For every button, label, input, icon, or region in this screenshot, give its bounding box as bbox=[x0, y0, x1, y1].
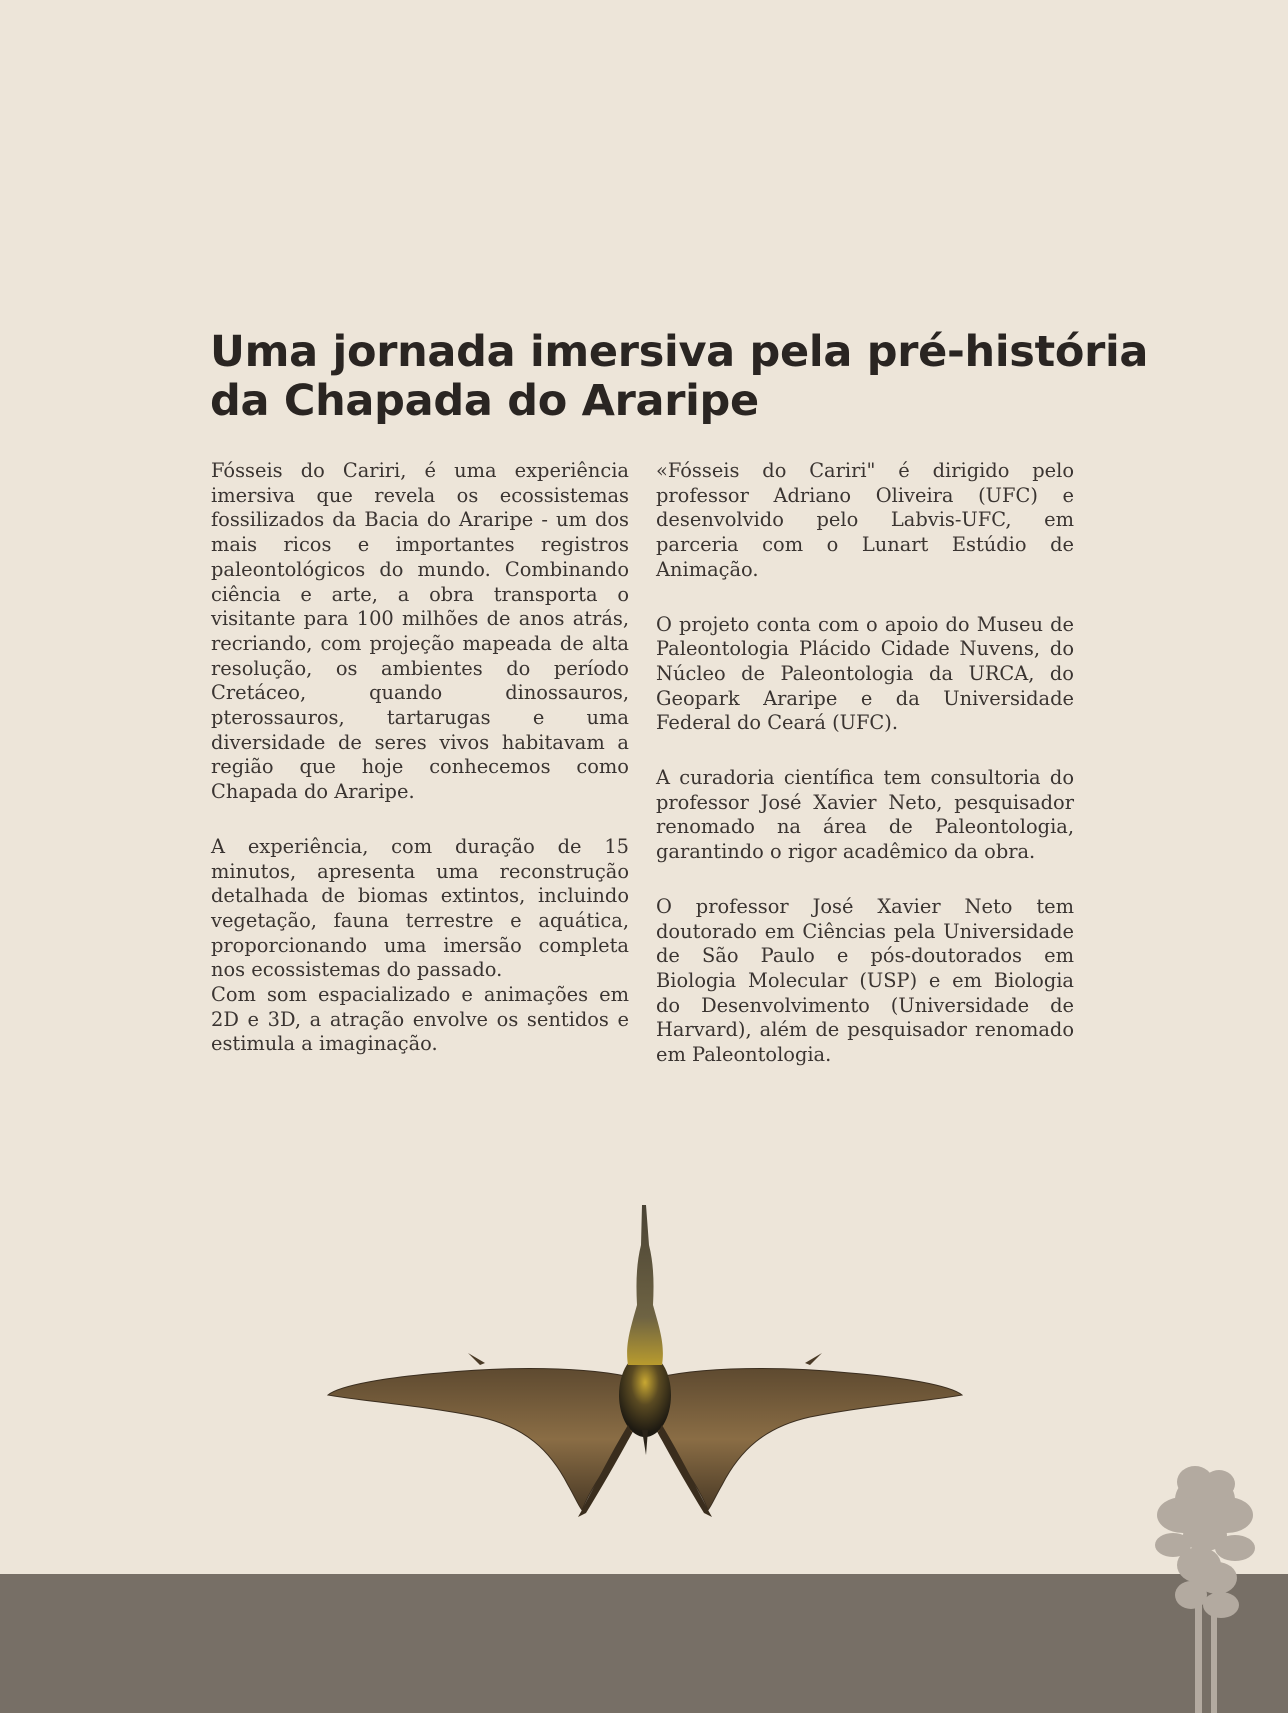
paragraph-direction: «Fósseis do Cariri" é dirigido pelo professor Adriano Oliveira (UFC) e desenvolvido pelo Labvis-UFC, em parceria com o Lunart Estúdio de Animação. bbox=[656, 459, 1074, 581]
page-title-line-2: da Chapada do Araripe bbox=[210, 376, 759, 426]
page-title-line-1: Uma jornada imersiva pela pré-história bbox=[210, 327, 1149, 377]
pterosaur-illustration bbox=[320, 1205, 970, 1545]
paragraph-professor: O professor José Xavier Neto tem doutorado em Ciências pela Universidade de São Paulo e pós-doutorados em Biologia Molecular (USP) e em Biologia do Desenvolvimento (Universidade de Harvard), além de pesquisador renomado em Paleontologia. bbox=[656, 894, 1074, 1067]
footer-band bbox=[0, 1574, 1288, 1713]
right-text-column bbox=[656, 459, 1074, 1068]
paragraph-sound: Com som espacializado e animações em 2D e 3D, a atração envolve os sentidos e estimula a imaginação. bbox=[211, 983, 629, 1056]
palm-tree-silhouette bbox=[1135, 1460, 1275, 1713]
page-title bbox=[210, 327, 1149, 426]
paragraph-experience: A experiência, com duração de 15 minutos, apresenta uma reconstrução detalhada de biomas extintos, incluindo vegetação, fauna terrestre e aquática, proporcionando uma imersão completa nos ecossistemas do passado. bbox=[211, 834, 629, 982]
paragraph-curation: A curadoria científica tem consultoria do professor José Xavier Neto, pesquisador renomado na área de Paleontologia, garantindo o rigor acadêmico da obra. bbox=[656, 766, 1074, 864]
left-text-column bbox=[211, 459, 629, 1057]
paragraph-support: O projeto conta com o apoio do Museu de Paleontologia Plácido Cidade Nuvens, do Núcleo de Paleontologia da URCA, do Geopark Araripe e da Universidade Federal do Ceará (UFC). bbox=[656, 612, 1074, 735]
paragraph-intro: Fósseis do Cariri, é uma experiência imersiva que revela os ecossistemas fossilizados da Bacia do Araripe - um dos mais ricos e importantes registros paleontológicos do mundo. Combinando ciência e arte, a obra transporta o visitante para 100 milhões de anos atrás, recriando, com projeção mapeada de alta resolução, os ambientes do período Cretáceo, quando dinossauros, pterossauros, tartarugas e uma diversidade de seres vivos habitavam a região que hoje conhecemos como Chapada do Araripe. bbox=[211, 459, 629, 804]
